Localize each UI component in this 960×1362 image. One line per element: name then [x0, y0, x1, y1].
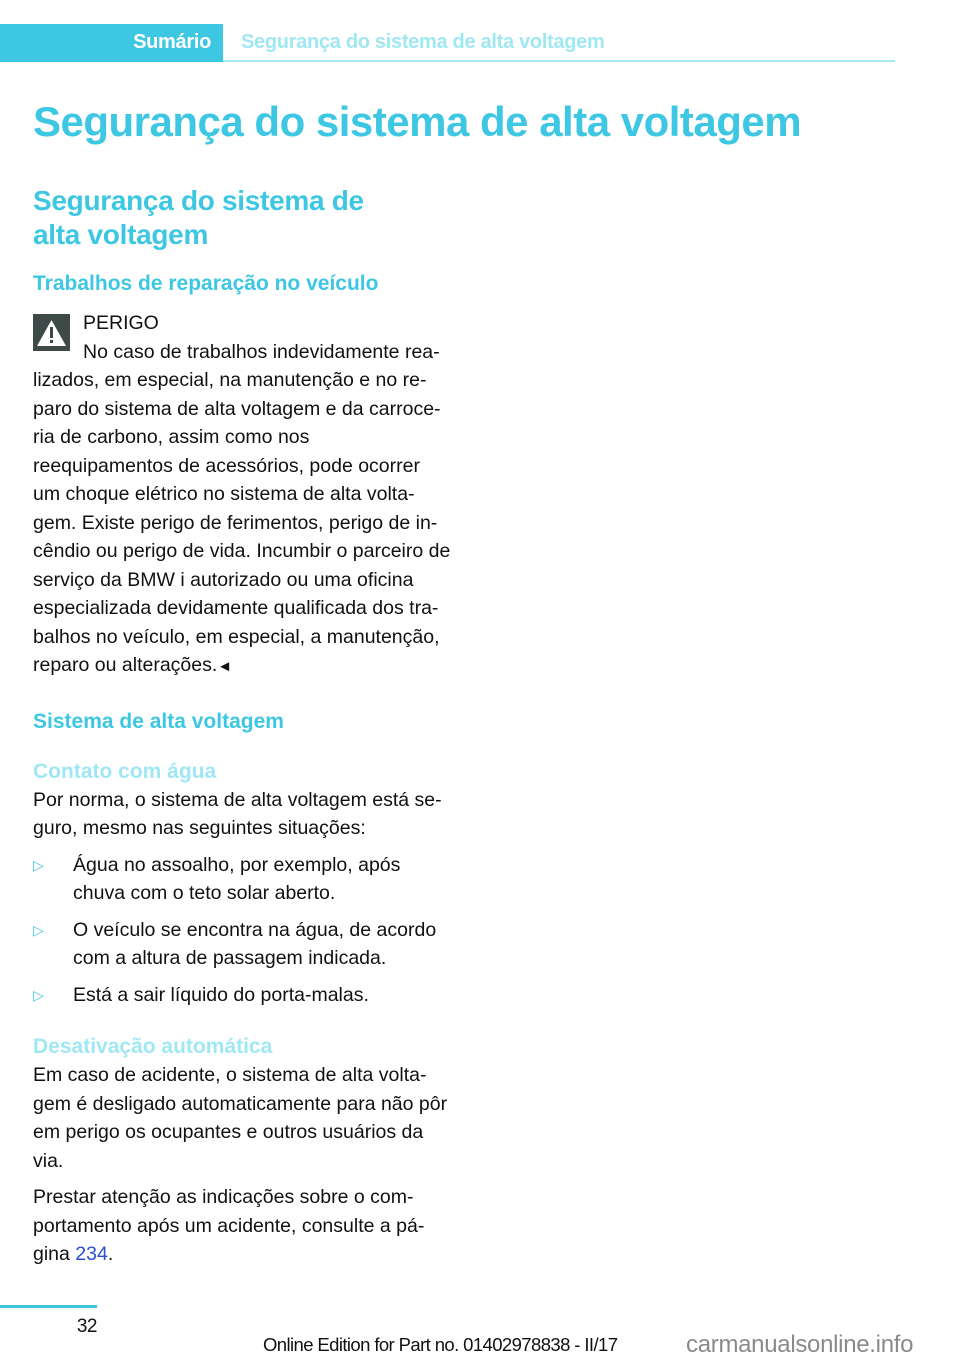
warning-triangle-icon	[33, 314, 70, 351]
list-item	[33, 981, 451, 1010]
breadcrumb[interactable]: Segurança do sistema de alta voltagem	[241, 31, 605, 53]
list-item	[33, 851, 451, 908]
subsection-title-hv: Sistema de alta voltagem	[33, 709, 284, 733]
para2-suffix: .	[107, 1243, 114, 1265]
warning-label: PERIGO	[83, 312, 159, 334]
triangle-bullet-icon: ▷	[33, 921, 44, 938]
watermark: carmanualsonline.info	[686, 1331, 914, 1358]
section-title-line2: alta voltagem	[33, 219, 209, 250]
danger-warning	[33, 309, 451, 682]
para2-prefix: Prestar atenção as indicações sobre o com-portamento após um acidente, consulte a pá-gina	[33, 1186, 425, 1265]
warning-body-text: No caso de trabalhos indevidamente rea-lizados, em especial, na manutenção e no re-paro do sistema de alta voltagem e da carroce-ria de carbono, assim como nos reequipamentos de acessórios, pode ocorrer um choque elétrico no sistema de alta volta-gem. Existe perigo de ferimentos, perigo de in-cêndio ou perigo de vida. Incumbir o parceiro de serviço da BMW i autorizado ou uma oficina especializada devidamente qualificada dos tra-balhos no veículo, em especial, a manutenção, reparo ou alterações.	[33, 340, 451, 676]
subsubsection-title-deactivation: Desativação automática	[33, 1035, 273, 1058]
warning-text	[33, 338, 451, 682]
list-item-text: Está a sair líquido do porta-malas.	[73, 983, 369, 1006]
water-intro: Por norma, o sistema de alta voltagem está se-guro, mesmo nas seguintes situações:	[33, 788, 442, 839]
header-tab-summary[interactable]	[0, 24, 223, 62]
subsection-title-repair: Trabalhos de reparação no veículo	[33, 272, 379, 295]
list-item	[33, 916, 451, 973]
triangle-bullet-icon: ▷	[33, 986, 44, 1003]
page-number: 32	[76, 1316, 97, 1337]
deactivation-para2	[33, 1183, 451, 1269]
water-situations-list	[33, 851, 451, 1010]
edition-info: Online Edition for Part no. 01402978838 - II/17	[263, 1334, 618, 1355]
main-content	[33, 184, 451, 1269]
section-title-line1: Segurança do sistema de	[33, 185, 364, 216]
footer-divider	[0, 1305, 97, 1308]
page-link-234[interactable]: 234	[75, 1243, 108, 1265]
list-item-text: Água no assoalho, por exemplo, após chuva com o teto solar aberto.	[73, 853, 401, 904]
section-title	[33, 184, 451, 252]
list-item-text: O veículo se encontra na água, de acordo com a altura de passagem indicada.	[73, 918, 437, 969]
header-divider	[223, 60, 895, 62]
end-mark-icon: ◄	[217, 658, 233, 675]
header-tab-label: Sumário	[133, 31, 211, 53]
triangle-bullet-icon: ▷	[33, 856, 44, 873]
deactivation-para1: Em caso de acidente, o sistema de alta volta-gem é desligado automaticamente para não pôr em perigo os ocupantes e outros usuários da via.	[33, 1064, 448, 1172]
page-title: Segurança do sistema de alta voltagem	[33, 98, 802, 145]
subsubsection-title-water: Contato com água	[33, 759, 217, 783]
